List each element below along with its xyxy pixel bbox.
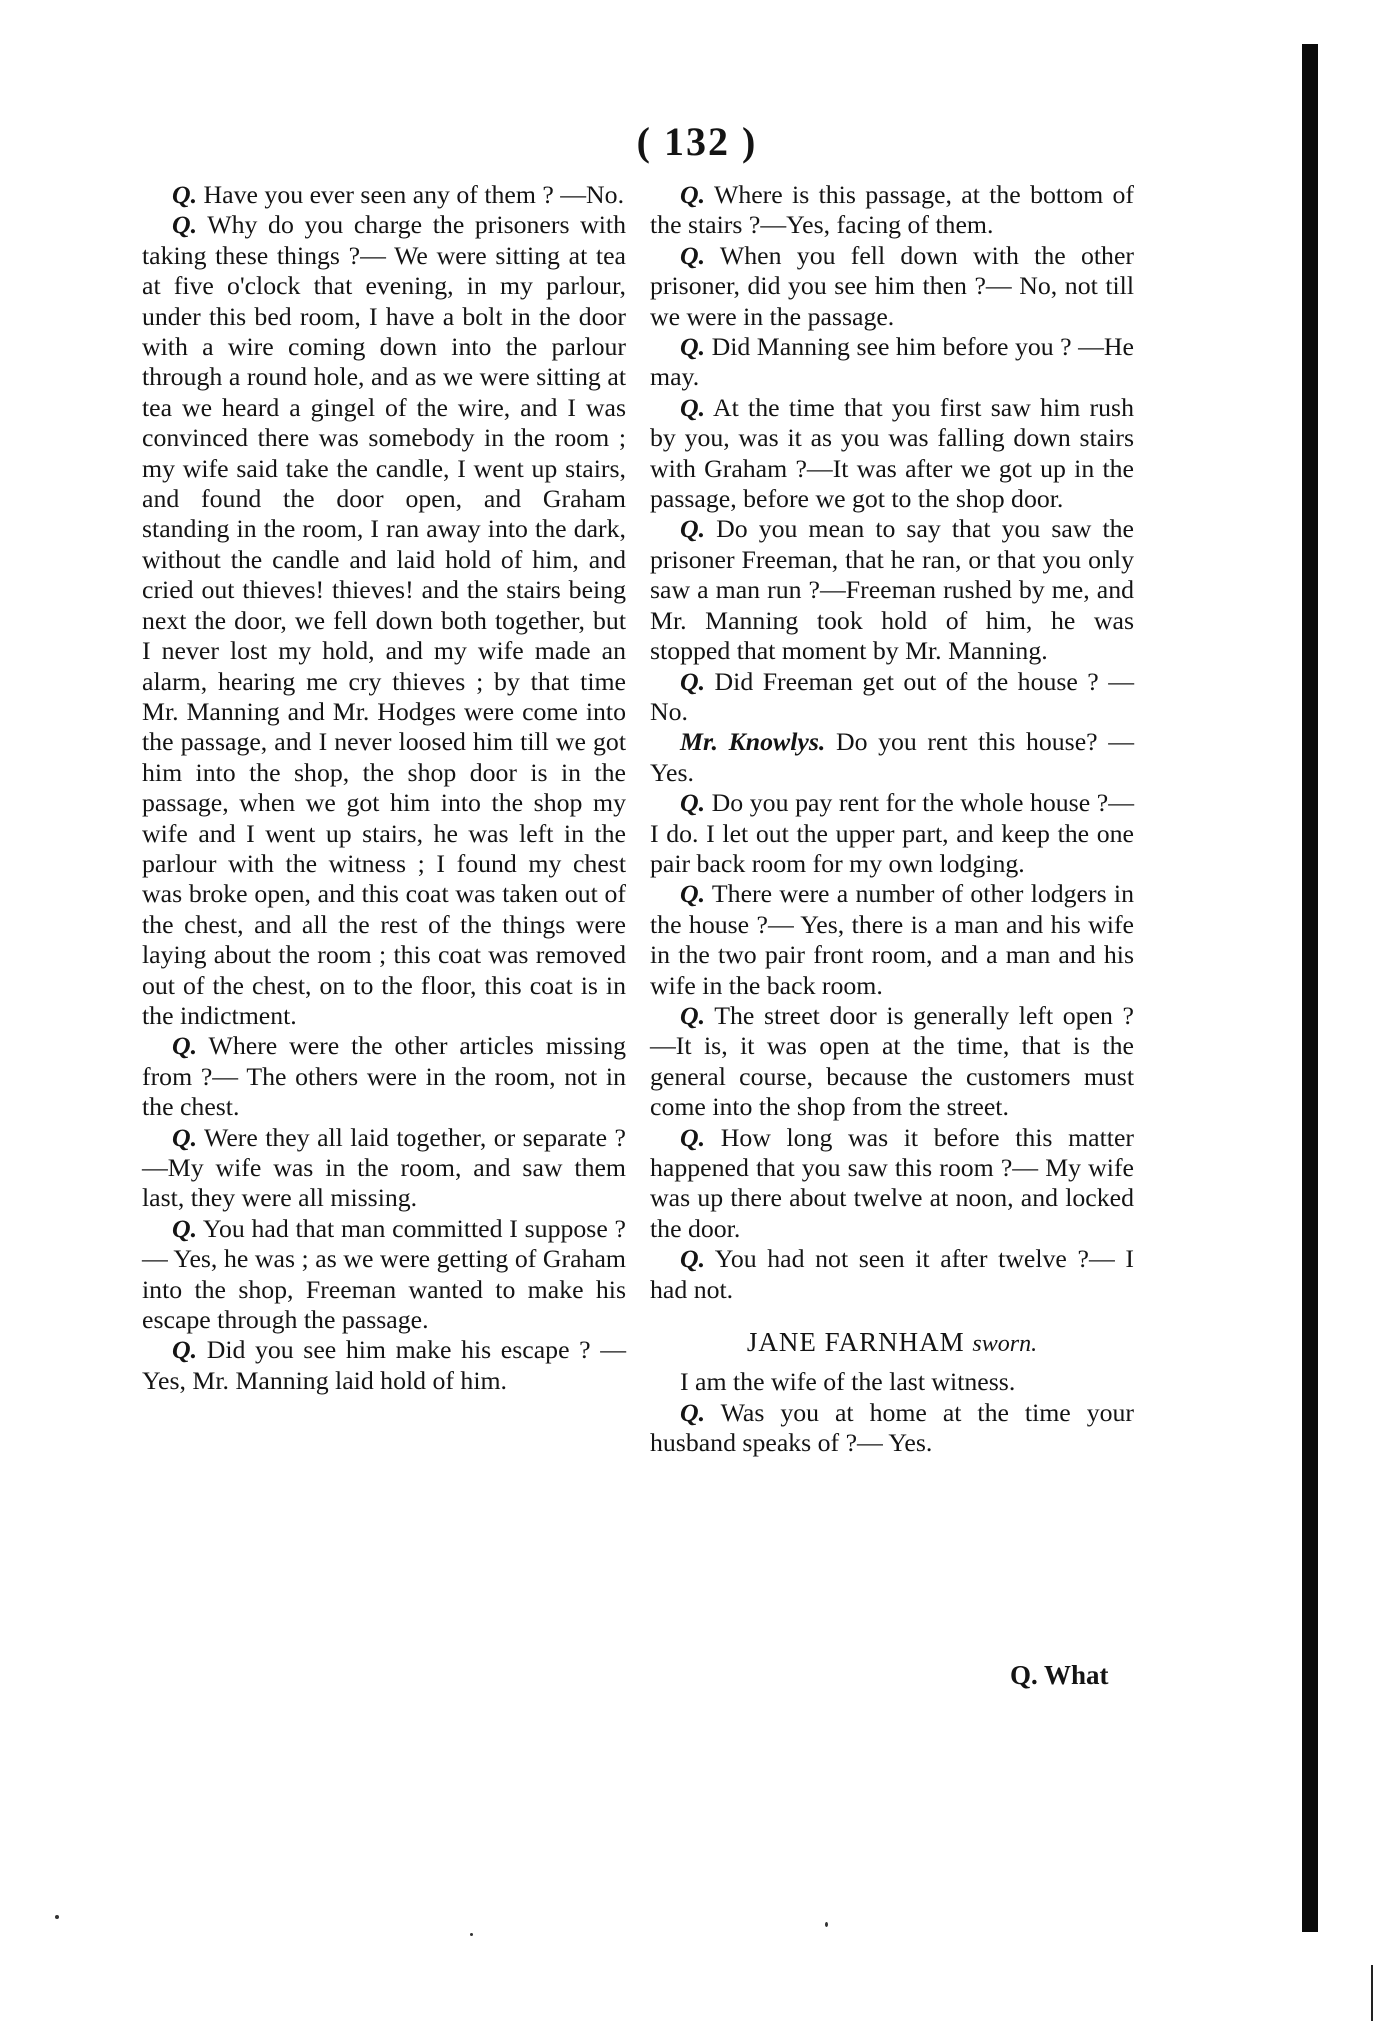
paragraph: Q. The street door is generally left open ?—It is, it was open at the time, that is the general course, because the customers must come into the shop from the street. (650, 1000, 1134, 1122)
paragraph: Mr. Knowlys. Do you rent this house? —Yes. (650, 727, 1135, 787)
paragraph: Q. Why do you charge the prisoners with taking these things ?— We were sitting at tea at five o'clock that evening, in my parlour, under this bed room, I have a bolt in the door with a wire coming down into the parlour through a round hole, and as we were sitting at tea we heard a gingel of the wire, and I was convinced there was somebody in the room ; my wife said take the candle, I went up stairs, and found the door open, and Graham standing in the room, I ran away into the dark, without the candle and laid hold of him, and cried out thieves! thieves! and the stairs being next the door, we fell down both together, but I never lost my hold, and my wife made an alarm, hearing me cry thieves ; by that time Mr. Manning and Mr. Hodges were come into the passage, and I never loosed him till we got him into the shop, the shop door is in the passage, when we got him into the shop my wife and I went up stairs, he was left in the parlour with the witness ; I found my chest was broke open, and this coat was taken out of the chest, and all the rest of the things were laying about the room ; this coat was removed out of the chest, on to the floor, this coat is in the indictment. (142, 210, 626, 1030)
paragraph: Q. There were a number of other lodgers in the house ?— Yes, there is a man and his wife in the two pair front room, and a man and his wife in the back room. (650, 879, 1134, 1000)
paragraph: Q. Did Manning see him before you ? —He may. (650, 332, 1134, 392)
scan-speck (825, 1922, 828, 1927)
page-number: ( 132 ) (636, 119, 758, 164)
paragraph: Q. Did Freeman get out of the house ? —No. (650, 666, 1134, 726)
scan-speck (55, 1915, 59, 1919)
paragraph: Q. Where were the other articles missing from ?— The others were in the room, not in the chest. (142, 1031, 626, 1122)
paragraph: Q. How long was it before this matter happened that you saw this room ?— My wife was up there about twelve at noon, and locked the door. (650, 1122, 1134, 1243)
paragraph: I am the wife of the last witness. (680, 1367, 1016, 1397)
left-column (142, 180, 626, 1396)
right-column (650, 180, 1134, 1459)
witness-sworn: sworn. (972, 1331, 1038, 1358)
scan-binding-edge (1302, 44, 1318, 1932)
paragraph: Q. You had not seen it after twelve ?— I had not. (650, 1244, 1134, 1304)
paragraph: Q. When you fell down with the other prisoner, did you see him then ?— No, not till we were in the passage. (650, 240, 1134, 331)
paragraph: Q. Do you mean to say that you saw the prisoner Freeman, that he ran, or that you only saw a man run ?—Freeman rushed by me, and Mr. Manning took hold of him, he was stopped that moment by Mr. Manning. (650, 514, 1134, 666)
paragraph: Q. Do you pay rent for the whole house ?—I do. I let out the upper part, and keep the one pair back room for my own lodging. (650, 788, 1134, 878)
witness-name: JANE FARNHAM (746, 1327, 965, 1358)
paragraph: Q. Did you see him make his escape ? — Yes, Mr. Manning laid hold of him. (142, 1335, 626, 1395)
paragraph: Q. Were they all laid together, or separate ?—My wife was in the room, and saw them last, they were all missing. (142, 1122, 626, 1213)
paragraph: Q. You had that man committed I suppose ?— Yes, he was ; as we were getting of Graham into the shop, Freeman wanted to make his escape through the passage. (142, 1213, 626, 1335)
paragraph: Q. Where is this passage, at the bottom of the stairs ?—Yes, facing of them. (650, 180, 1134, 240)
scan-speck (470, 1933, 473, 1936)
paragraph: Q. Was you at home at the time your husband speaks of ?— Yes. (650, 1397, 1134, 1458)
witness-heading (650, 1327, 1134, 1359)
paragraph: Q. At the time that you first saw him rush by you, was it as you was falling down stairs with Graham ?—It was after we got up in the passage, before we got to the shop door. (650, 392, 1134, 514)
scan-edge-mark (1371, 1965, 1373, 2021)
catchword: Q. What (1010, 1660, 1109, 1690)
paragraph: Q. Have you ever seen any of them ? —No. (172, 180, 625, 209)
